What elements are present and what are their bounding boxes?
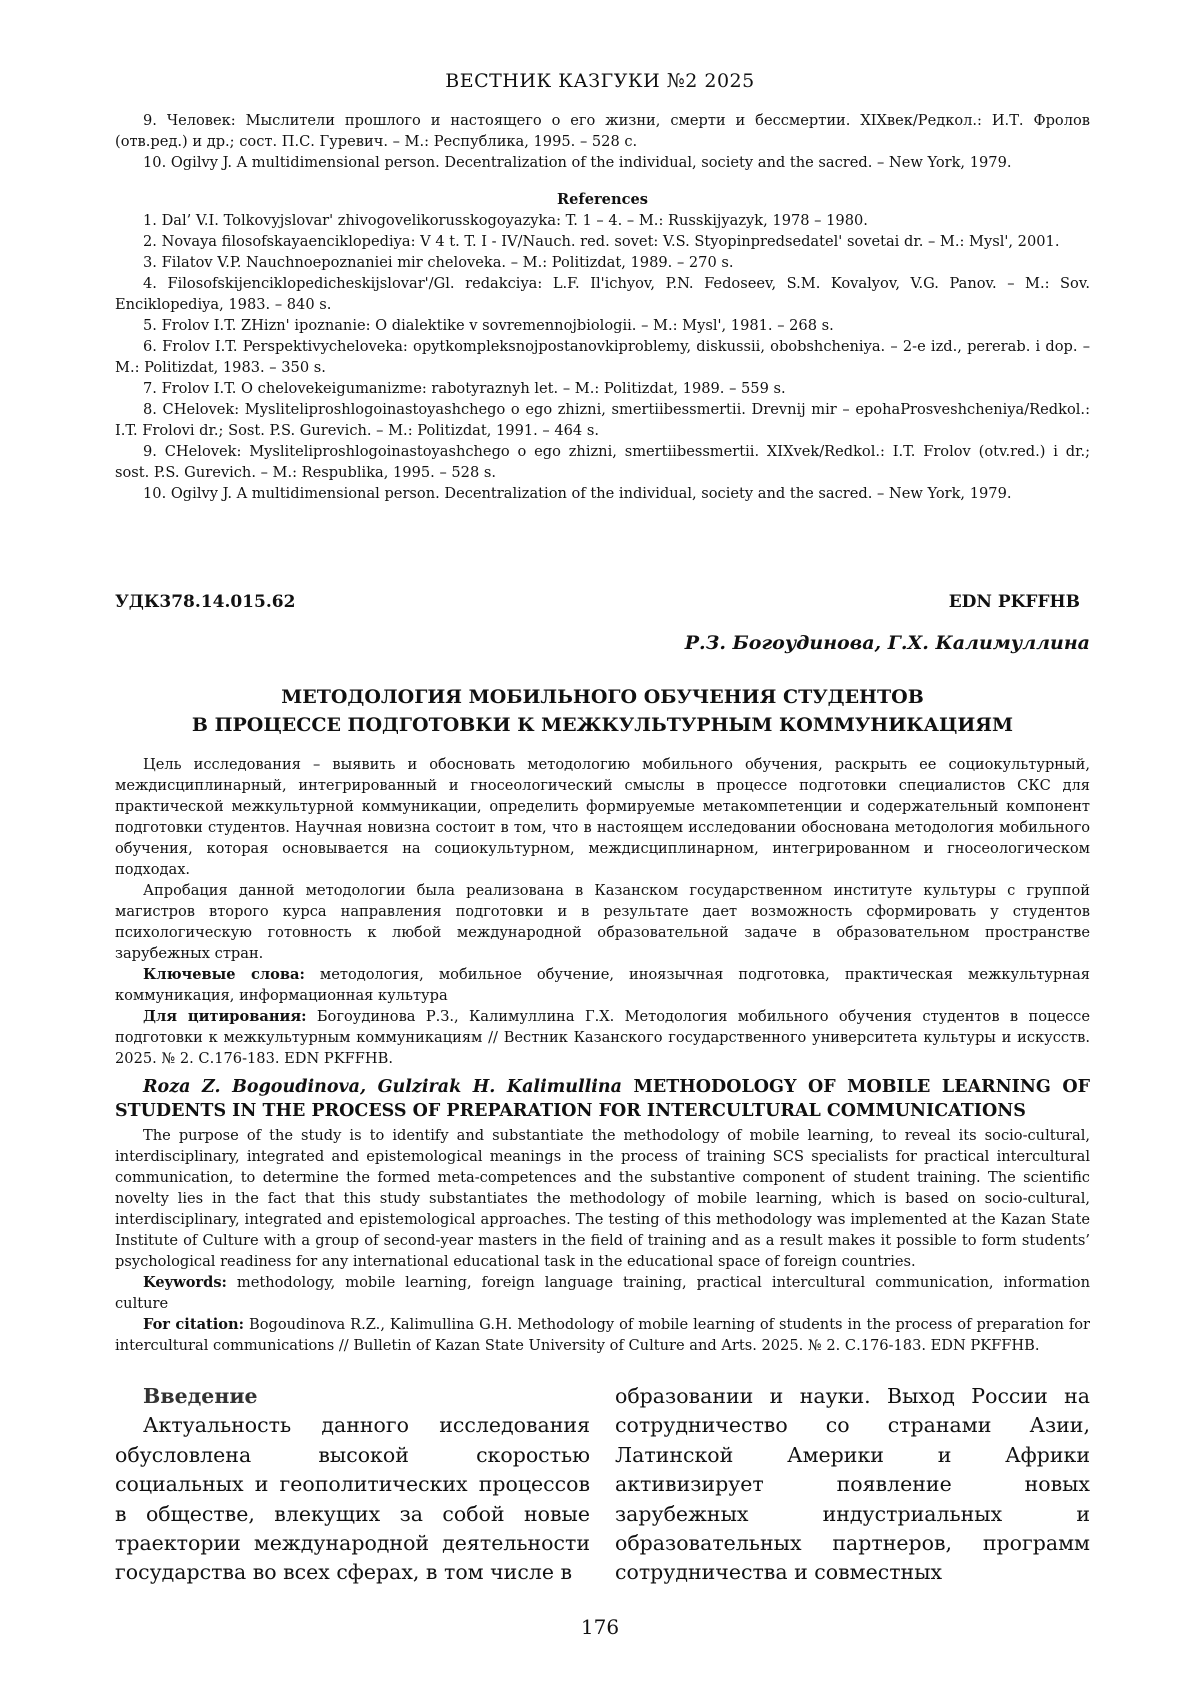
keywords-en-text: methodology, mobile learning, foreign language training, practical intercultural communication, information culture	[115, 1274, 1090, 1312]
keywords-en-label: Keywords:	[143, 1274, 227, 1291]
prev-ref-10: 10. Ogilvy J. A multidimensional person. Decentralization of the individual, society and the sacred. – New York, 1979.	[143, 154, 1012, 171]
citation-ru-label: Для цитирования:	[143, 1008, 307, 1025]
english-title-text: METHODOLOGY OF MOBILE LEARNING OF STUDENTS IN THE PROCESS OF PREPARATION FOR INTERCULTURAL COMMUNICATIONS	[115, 1077, 1091, 1121]
article-title	[115, 683, 1090, 739]
article-title-line-1: МЕТОДОЛОГИЯ МОБИЛЬНОГО ОБУЧЕНИЯ СТУДЕНТОВ	[281, 686, 924, 708]
article-title-line-2: В ПРОЦЕССЕ ПОДГОТОВКИ К МЕЖКУЛЬТУРНЫМ КОММУНИКАЦИЯМ	[191, 714, 1014, 736]
citation-en-label: For citation:	[143, 1316, 245, 1333]
keywords-ru-label: Ключевые слова:	[143, 966, 305, 983]
keywords-en	[115, 1272, 1090, 1314]
abstract-ru	[115, 754, 1090, 1069]
citation-en	[115, 1314, 1090, 1356]
references-section	[115, 110, 1090, 504]
running-head: ВЕСТНИК КАЗГУКИ №2 2025	[445, 70, 755, 92]
udk-code: УДК378.14.015.62	[115, 592, 296, 612]
reference-item: 9. CHelovek: Mysliteliproshlogoinastoyashchego o ego zhizni, smertiibessmertii. XIXvek/Redkol.: I.T. Frolov (otv.red.) i dr.; sost. P.S. Gurevich. – M.: Respublika, 1995. – 528 s.	[115, 443, 1090, 481]
reference-item: 3. Filatov V.P. Nauchnoepoznaniei mir cheloveka. – M.: Politizdat, 1989. – 270 s.	[143, 254, 734, 271]
english-authors: Roza Z. Bogoudinova, Gulzirak H. Kalimullina	[143, 1077, 622, 1097]
references-heading: References	[557, 191, 648, 208]
edn-code: EDN PKFFHB	[948, 592, 1080, 612]
abstract-en-text: The purpose of the study is to identify and substantiate the methodology of mobile learning, to reveal its socio-cultural, interdisciplinary, integrated and epistemological meanings in the process of training SCS specialists for practical intercultural communication, to determine the formed meta-competences and the substantive component of student training. The scientific novelty lies in the fact that this study substantiates the methodology of mobile learning, which is based on socio-cultural, interdisciplinary, integrated and epistemological approaches. The testing of this methodology was implemented at the Kazan State Institute of Culture with a group of second-year masters in the field of training and as a result makes it possible to form students’ psychological readiness for any international educational task in the educational space of foreign countries.	[115, 1127, 1090, 1270]
reference-item: 6. Frolov I.T. Perspektivycheloveka: opytkompleksnojpostanovkiproblemy, diskussii, obobshcheniya. – 2-e izd., pererab. i dop. – M.: Politizdat, 1983. – 350 s.	[115, 338, 1090, 376]
body-column-left	[115, 1382, 590, 1588]
citation-en-text: Bogoudinova R.Z., Kalimullina G.H. Methodology of mobile learning of students in the process of preparation for intercultural communications // Bulletin of Kazan State University of Culture and Arts. 2025. № 2. С.176-183. EDN PKFFHB.	[115, 1316, 1090, 1354]
citation-ru-text: Богоудинова Р.З., Калимуллина Г.Х. Методология мобильного обучения студентов в поцессе подготовки к межкультурным коммуникациям // Вестник Казанского государственного университета культуры и искусств. 2025. № 2. С.176-183. EDN PKFFHB.	[115, 1008, 1090, 1067]
keywords-ru	[115, 964, 1090, 1006]
introduction-heading: Введение	[143, 1384, 258, 1408]
abstract-ru-paragraph-1: Цель исследования – выявить и обосновать методологию мобильного обучения, раскрыть ее социокультурный, междисциплинарный, интегрированный и гносеологический смыслы в процессе подготовки специалистов СКС для практической межкультурной коммуникации, определить формируемые метакомпетенции и содержательный компонент подготовки студентов. Научная новизна состоит в том, что в настоящем исследовании обоснована методология мобильного обучения, которая основывается на социокультурном, междисциплинарном, интегрированном и гносеологическом подходах.	[115, 756, 1090, 878]
reference-item: 4. Filosofskijenciklopedicheskijslovar'/Gl. redakciya: L.F. Il'ichyov, P.N. Fedoseev, S.M. Kovalyov, V.G. Panov. – M.: Sov. Enciklopediya, 1983. – 840 s.	[115, 275, 1090, 313]
body-column-right	[615, 1382, 1090, 1588]
keywords-ru-text: методология, мобильное обучение, иноязычная подготовка, практическая межкультурная коммуникация, информационная культура	[115, 966, 1090, 1004]
abstract-en	[115, 1125, 1090, 1356]
reference-item: 1. Dal’ V.I. Tolkovyjslovar' zhivogovelikorusskogoyazyka: T. 1 – 4. – M.: Russkijyazyk, 1978 – 1980.	[143, 212, 868, 229]
prev-ref-9: 9. Человек: Мыслители прошлого и настоящего о его жизни, смерти и бессмертии. XIXвек/Редкол.: И.Т. Фролов (отв.ред.) и др.; сост. П.С. Гуревич. – М.: Республика, 1995. – 528 с.	[115, 112, 1090, 150]
body-text-right: образовании и науки. Выход России на сотрудничество со странами Азии, Латинской Америки и Африки активизирует появление новых зарубежных индустриальных и образовательных партнеров, программ сотрудничества и совместных	[615, 1384, 1090, 1585]
reference-item: 5. Frolov I.T. ZHizn' ipoznanie: O dialektike v sovremennojbiologii. – M.: Mysl', 1981. – 268 s.	[143, 317, 834, 334]
reference-item: 10. Ogilvy J. A multidimensional person. Decentralization of the individual, society and the sacred. – New York, 1979.	[143, 485, 1012, 502]
reference-item: 7. Frolov I.T. O chelovekeigumanizme: rabotyraznyh let. – M.: Politizdat, 1989. – 559 s.	[143, 380, 786, 397]
citation-ru	[115, 1006, 1090, 1069]
page-number: 176	[580, 1615, 620, 1639]
reference-item: 2. Novaya filosofskayaenciklopediya: V 4 t. T. I - IV/Nauch. red. sovet: V.S. Styopinpredsedatel' sovetai dr. – M.: Mysl', 2001.	[143, 233, 1060, 250]
reference-item: 8. CHelovek: Mysliteliproshlogoinastoyashchego o ego zhizni, smertiibessmertii. Drevnij mir – epohaProsveshcheniya/Redkol.: I.T. Frolovi dr.; Sost. P.S. Gurevich. – M.: Politizdat, 1991. – 464 s.	[115, 401, 1090, 439]
body-text-left: Актуальность данного исследования обусловлена высокой скоростью социальных и геополитических процессов в обществе, влекущих за собой новые траектории международной деятельности государства во всех сферах, в том числе в	[115, 1413, 590, 1585]
article-identifiers	[115, 592, 1090, 618]
article-authors: Р.З. Богоудинова, Г.Х. Калимуллина	[684, 632, 1090, 654]
abstract-ru-paragraph-2: Апробация данной методологии была реализована в Казанском государственном институте культуры с группой магистров второго курса направления подготовки и в результате дает возможность сформировать у студентов психологическую готовность к любой международной образовательной задаче в образовательном пространстве зарубежных стран.	[115, 882, 1090, 962]
english-title	[115, 1075, 1090, 1123]
